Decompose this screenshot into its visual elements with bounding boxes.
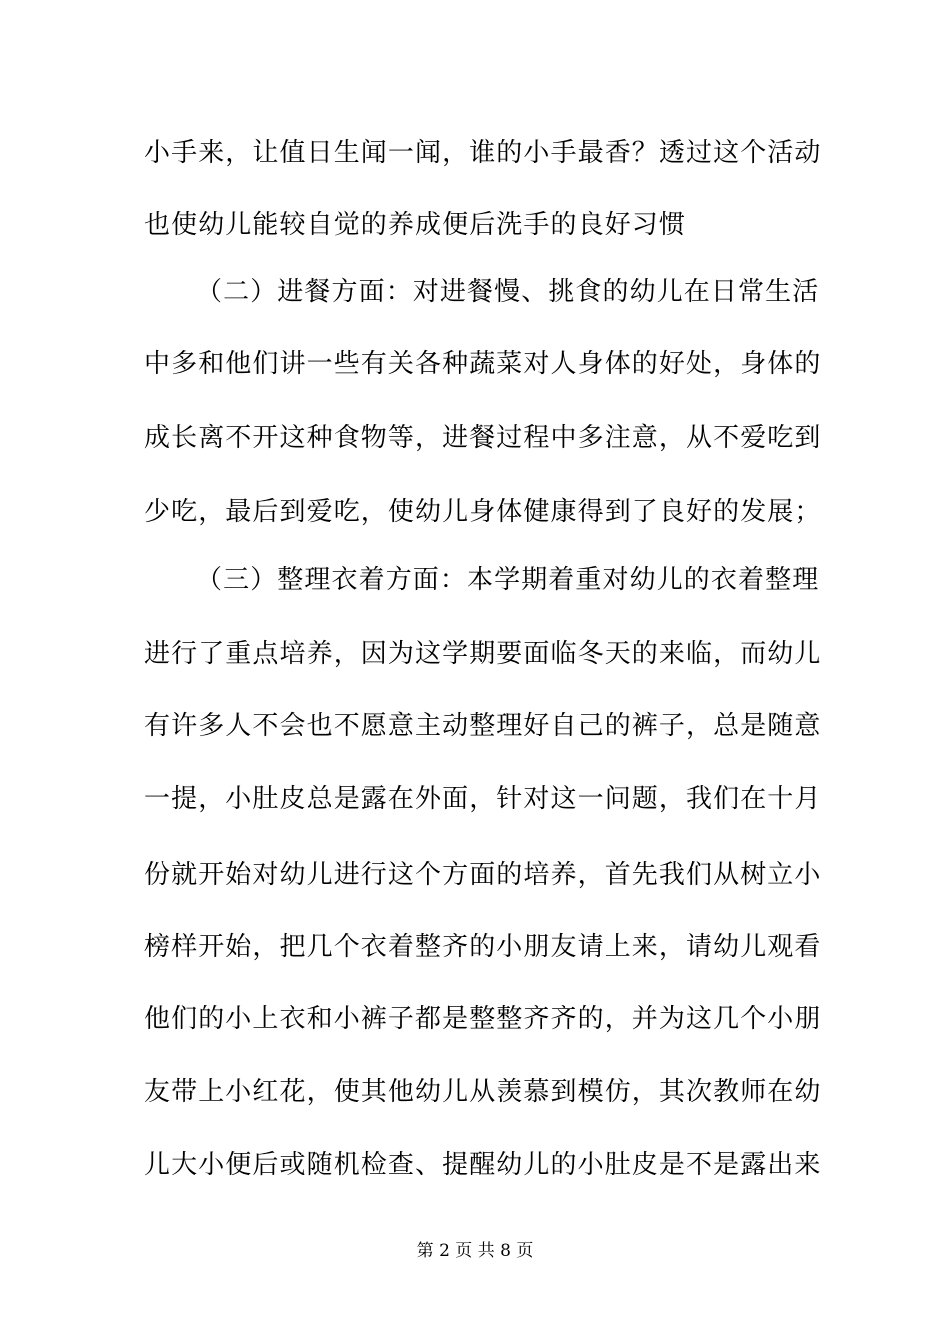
- text-line-7: （三）整理衣着方面：本学期着重对幼儿的衣着整理: [196, 565, 820, 595]
- text-line-3: （二）进餐方面：对进餐慢、挑食的幼儿在日常生活: [196, 277, 820, 307]
- text-line-6: 少吃，最后到爱吃，使幼儿身体健康得到了良好的发展；: [144, 497, 822, 527]
- text-line-2: 也使幼儿能较自觉的养成便后洗手的良好习惯: [144, 210, 687, 240]
- text-line-9: 有许多人不会也不愿意主动整理好自己的裤子，总是随意: [144, 711, 822, 741]
- text-line-11: 份就开始对幼儿进行这个方面的培养，首先我们从树立小: [144, 860, 822, 890]
- text-line-1: 小手来，让值日生闻一闻，谁的小手最香？透过这个活动: [144, 138, 822, 168]
- text-line-15: 儿大小便后或随机检查、提醒幼儿的小肚皮是不是露出来: [144, 1150, 822, 1180]
- text-line-10: 一提，小肚皮总是露在外面，针对这一问题，我们在十月: [144, 784, 822, 814]
- text-line-13: 他们的小上衣和小裤子都是整整齐齐的，并为这几个小朋: [144, 1004, 822, 1034]
- text-line-5: 成长离不开这种食物等，进餐过程中多注意，从不爱吃到: [144, 423, 822, 453]
- text-line-8: 进行了重点培养，因为这学期要面临冬天的来临，而幼儿: [144, 639, 822, 669]
- text-line-12: 榜样开始，把几个衣着整齐的小朋友请上来，请幼儿观看: [144, 932, 822, 962]
- text-line-4: 中多和他们讲一些有关各种蔬菜对人身体的好处，身体的: [144, 349, 822, 379]
- page-number-footer: 第 2 页 共 8 页: [416, 1241, 534, 1261]
- text-line-14: 友带上小红花，使其他幼儿从羡慕到模仿，其次教师在幼: [144, 1077, 822, 1107]
